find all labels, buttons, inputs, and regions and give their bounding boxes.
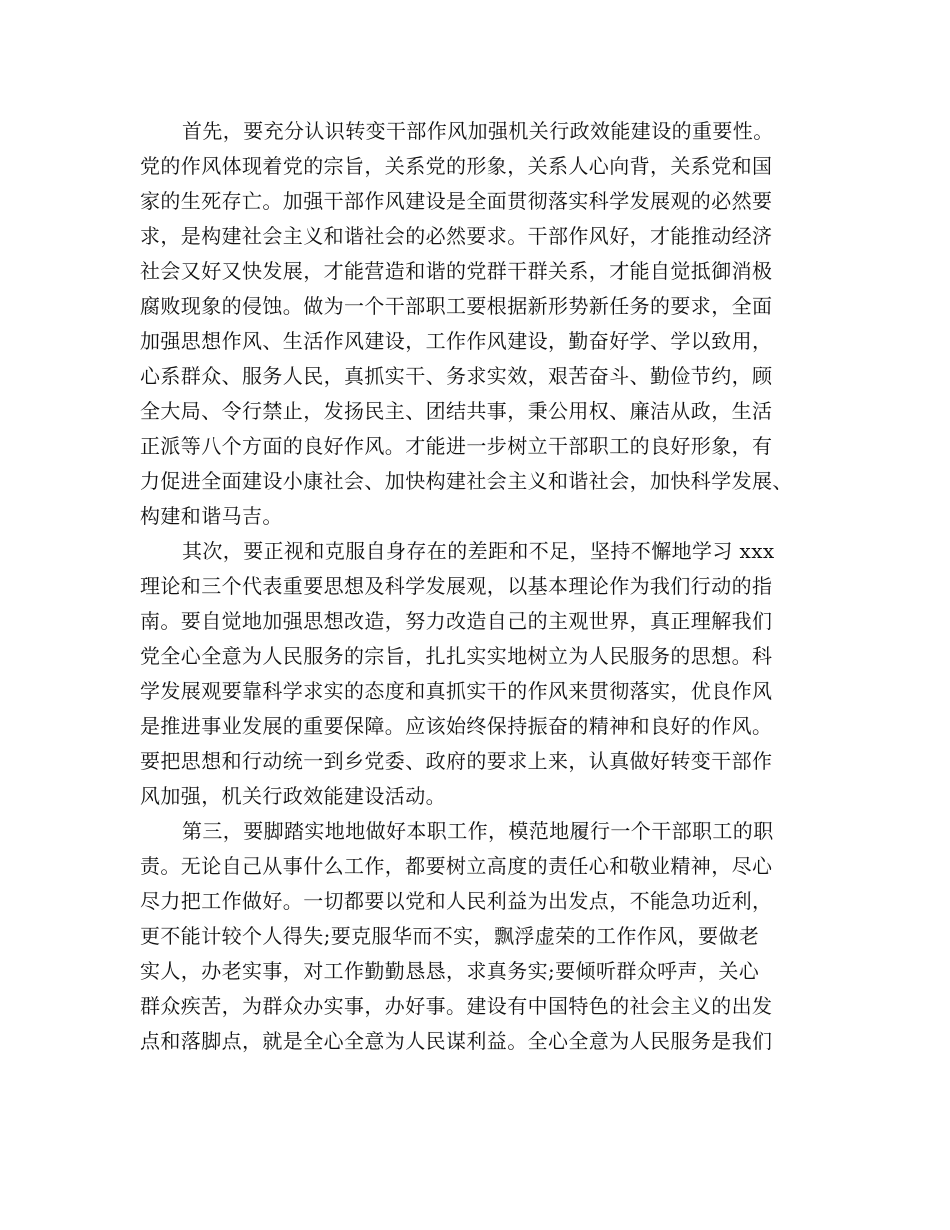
paragraph-3-line-1: 第三，要脚踏实地地做好本职工作，模范地履行一个干部职工的职 <box>182 819 774 843</box>
paragraph-1-line-11: 力促进全面建设小康社会、加快构建社会主义和谐社会，加快科学发展、 <box>140 469 793 493</box>
paragraph-2-line-1: 其次，要正视和克服自身存在的差距和不足，坚持不懈地学习 xxx <box>182 539 775 563</box>
paragraph-1-line-3: 家的生死存亡。加强干部作风建设是全面贯彻落实科学发展观的必然要 <box>140 189 773 213</box>
paragraph-3-line-6: 群众疾苦，为群众办实事，办好事。建设有中国特色的社会主义的出发 <box>140 994 773 1018</box>
paragraph-3-line-5: 实人，办老实事，对工作勤勤恳恳，求真务实;要倾听群众呼声，关心 <box>140 959 760 983</box>
paragraph-2-line-2: 理论和三个代表重要思想及科学发展观，以基本理论作为我们行动的指 <box>140 574 773 598</box>
paragraph-2-line-6: 是推进事业发展的重要保障。应该始终保持振奋的精神和良好的作风。 <box>140 714 773 738</box>
paragraph-3-line-3: 尽力把工作做好。一切都要以党和人民利益为出发点，不能急功近利， <box>140 889 773 913</box>
paragraph-2-line-7: 要把思想和行动统一到乡党委、政府的要求上来，认真做好转变干部作 <box>140 749 773 773</box>
paragraph-3-line-2: 责。无论自己从事什么工作，都要树立高度的责任心和敬业精神，尽心 <box>140 854 773 878</box>
paragraph-2-line-3: 南。要自觉地加强思想改造，努力改造自己的主观世界，真正理解我们 <box>140 609 773 633</box>
paragraph-1-line-7: 加强思想作风、生活作风建设，工作作风建设，勤奋好学、学以致用， <box>140 329 773 353</box>
paragraph-1-line-4: 求，是构建社会主义和谐社会的必然要求。干部作风好，才能推动经济 <box>140 224 773 248</box>
paragraph-1-line-10: 正派等八个方面的良好作风。才能进一步树立干部职工的良好形象，有 <box>140 434 773 458</box>
paragraph-2-line-8: 风加强，机关行政效能建设活动。 <box>140 784 446 808</box>
document-body <box>140 114 830 1059</box>
paragraph-3-line-4: 更不能计较个人得失;要克服华而不实，飘浮虚荣的工作作风，要做老 <box>140 924 760 948</box>
paragraph-1-line-1: 首先，要充分认识转变干部作风加强机关行政效能建设的重要性。 <box>182 119 774 143</box>
paragraph-1-line-5: 社会又好又快发展，才能营造和谐的党群干群关系，才能自觉抵御消极 <box>140 259 773 283</box>
paragraph-1-line-6: 腐败现象的侵蚀。做为一个干部职工要根据新形势新任务的要求，全面 <box>140 294 773 318</box>
paragraph-2-line-5: 学发展观要靠科学求实的态度和真抓实干的作风来贯彻落实，优良作风 <box>140 679 773 703</box>
paragraph-1-line-9: 全大局、令行禁止，发扬民主、团结共事，秉公用权、廉洁从政，生活 <box>140 399 773 423</box>
paragraph-2-line-4: 党全心全意为人民服务的宗旨，扎扎实实地树立为人民服务的思想。科 <box>140 644 773 668</box>
paragraph-1-line-8: 心系群众、服务人民，真抓实干、务求实效，艰苦奋斗、勤俭节约，顾 <box>140 364 773 388</box>
paragraph-3-line-7: 点和落脚点，就是全心全意为人民谋利益。全心全意为人民服务是我们 <box>140 1029 773 1053</box>
paragraph-1-line-12: 构建和谐马吉。 <box>140 504 283 528</box>
paragraph-1-line-2: 党的作风体现着党的宗旨，关系党的形象，关系人心向背，关系党和国 <box>140 154 773 178</box>
